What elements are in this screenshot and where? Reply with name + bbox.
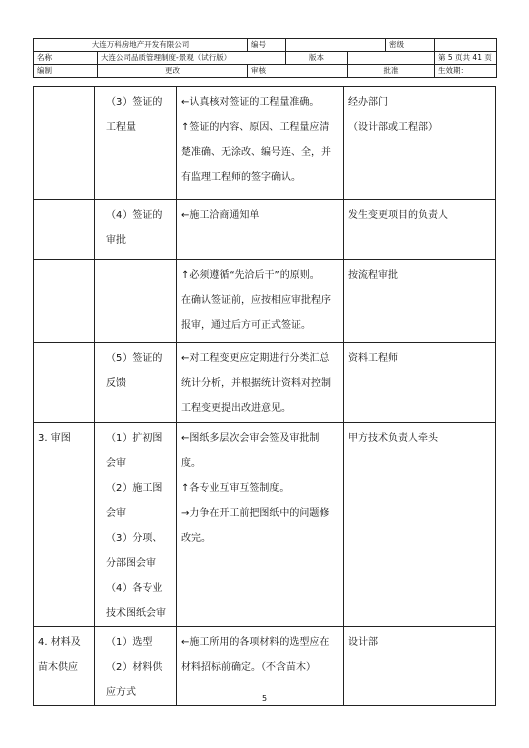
cell-text: 设计部 xyxy=(348,637,378,648)
review-label: 审核 xyxy=(248,65,348,78)
item-cell xyxy=(95,87,177,200)
cell-text: （设计部或工程部） xyxy=(348,122,438,133)
cell-text: ↑各专业互审互签制度。 xyxy=(181,483,290,494)
approve-label: 批准 xyxy=(348,65,435,78)
responsible-cell xyxy=(344,200,496,260)
cell-text: ←施工所用的各项材料的选型应在材料招标前确定。（不含苗木） xyxy=(181,637,330,673)
change-label: 更改 xyxy=(98,65,248,78)
cell-text: ←图纸多层次会审会签及审批制度。 xyxy=(181,433,320,469)
effective-label: 生效期： xyxy=(435,65,497,78)
document-header-table xyxy=(33,38,497,78)
responsible-cell xyxy=(344,423,496,627)
cell-text: ↑必须遵循“先洽后干”的原则。 xyxy=(181,270,320,281)
description-cell xyxy=(177,200,344,260)
responsible-cell xyxy=(344,260,496,343)
cell-text: 发生变更项目的负责人 xyxy=(348,210,448,221)
section-cell xyxy=(34,200,95,260)
cell-text: （3）签证的工程量 xyxy=(106,97,163,133)
cell-text: 4. 材料及苗木供应 xyxy=(38,637,81,673)
cell-text: ↑签证的内容、原因、工程量应清楚准确、无涂改、编号连、全，并有监理工程师的签字确认。 xyxy=(181,122,331,183)
page-number: 5 xyxy=(261,694,268,703)
section-cell xyxy=(34,260,95,343)
cell-text: 甲方技术负责人牵头 xyxy=(348,433,438,444)
cell-text: （2）材料供应方式 xyxy=(106,662,163,698)
level-label: 密级 xyxy=(386,39,435,52)
cell-text: （2）施工图会审 xyxy=(106,483,163,519)
responsible-cell xyxy=(344,343,496,423)
item-cell xyxy=(95,423,177,627)
section-cell xyxy=(34,343,95,423)
version-label: 版本 xyxy=(286,52,348,65)
item-cell xyxy=(95,260,177,343)
item-cell xyxy=(95,200,177,260)
item-cell xyxy=(95,343,177,423)
table-row xyxy=(34,200,496,260)
table-row xyxy=(34,343,496,423)
cell-text: ←对工程变更应定期进行分类汇总统计分析，并根据统计资料对控制工程变更提出改进意见。 xyxy=(181,353,331,414)
code-label: 编号 xyxy=(248,39,286,52)
table-row xyxy=(34,260,496,343)
name-label: 名称 xyxy=(34,52,98,65)
cell-text: 资料工程师 xyxy=(348,353,398,364)
cell-text: （1）选型 xyxy=(106,637,153,648)
cell-text: 按流程审批 xyxy=(348,270,398,281)
cell-text: ←施工洽商通知单 xyxy=(181,210,260,221)
table-row xyxy=(34,423,496,627)
cell-text: （1）扩初图会审 xyxy=(106,433,163,469)
cell-text: （5）签证的反馈 xyxy=(106,353,163,389)
procedure-table xyxy=(33,86,496,706)
company-name: 大连万科房地产开发有限公司 xyxy=(34,39,248,52)
document-title: 大连公司品质管理制度-景观（试行版） xyxy=(98,52,286,65)
description-cell xyxy=(177,260,344,343)
description-cell xyxy=(177,423,344,627)
page-info: 第 5 页共 41 页 xyxy=(435,52,497,65)
cell-text: 3. 审图 xyxy=(38,433,71,444)
cell-text: 经办部门 xyxy=(348,97,388,108)
table-row xyxy=(34,87,496,200)
description-cell xyxy=(177,87,344,200)
cell-text: 在确认签证前，应按相应审批程序报审，通过后方可正式签证。 xyxy=(181,295,331,331)
cell-text: （3）分项、分部图会审 xyxy=(106,533,163,569)
compile-label: 编制 xyxy=(34,65,98,78)
cell-text: （4）签证的审批 xyxy=(106,210,163,246)
section-cell xyxy=(34,87,95,200)
description-cell xyxy=(177,343,344,423)
cell-text: （4）各专业技术图纸会审 xyxy=(106,583,166,619)
cell-text: ←认真核对签证的工程量准确。 xyxy=(181,97,320,108)
responsible-cell xyxy=(344,87,496,200)
cell-text: →力争在开工前把图纸中的问题修改完。 xyxy=(181,508,330,544)
section-cell xyxy=(34,423,95,627)
